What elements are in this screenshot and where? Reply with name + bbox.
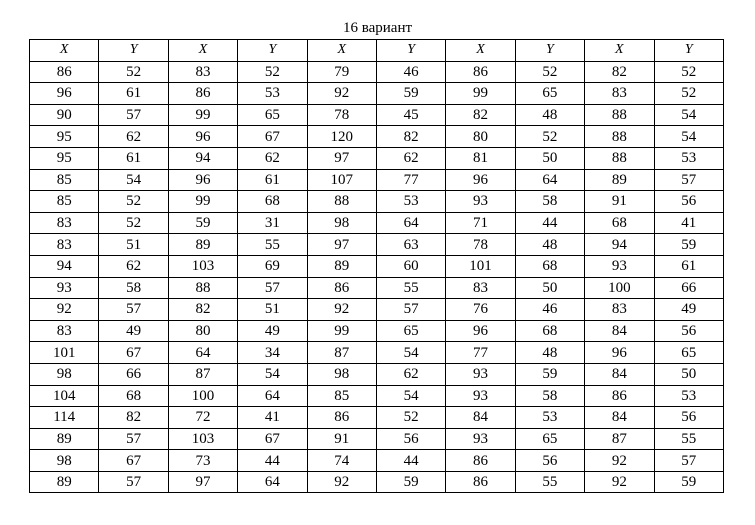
- table-cell-x: 96: [585, 342, 654, 364]
- table-row: [30, 363, 724, 385]
- table-cell-y: 49: [99, 320, 168, 342]
- table-cell-x: 92: [307, 299, 376, 321]
- table-cell-x: 96: [168, 126, 237, 148]
- table-cell-x: 83: [30, 212, 99, 234]
- table-row: [30, 450, 724, 472]
- table-cell-y: 58: [515, 385, 584, 407]
- table-cell-x: 99: [307, 320, 376, 342]
- table-cell-y: 69: [238, 255, 307, 277]
- table-cell-y: 53: [515, 407, 584, 429]
- table-cell-x: 86: [30, 61, 99, 83]
- table-cell-x: 88: [585, 147, 654, 169]
- table-cell-y: 82: [376, 126, 445, 148]
- table-cell-y: 52: [654, 61, 723, 83]
- table-cell-x: 96: [30, 83, 99, 105]
- table-cell-y: 82: [99, 407, 168, 429]
- table-cell-y: 52: [515, 126, 584, 148]
- table-cell-x: 93: [585, 255, 654, 277]
- table-cell-x: 86: [446, 471, 515, 493]
- table-row: [30, 428, 724, 450]
- table-cell-x: 86: [446, 450, 515, 472]
- column-header-y: Y: [515, 40, 584, 62]
- table-cell-y: 54: [376, 385, 445, 407]
- table-cell-x: 86: [307, 407, 376, 429]
- table-row: [30, 299, 724, 321]
- table-cell-x: 103: [168, 428, 237, 450]
- table-row: [30, 342, 724, 364]
- table-cell-y: 66: [654, 277, 723, 299]
- column-header-y: Y: [376, 40, 445, 62]
- table-cell-x: 80: [446, 126, 515, 148]
- table-cell-x: 84: [585, 407, 654, 429]
- table-cell-x: 100: [585, 277, 654, 299]
- table-cell-x: 86: [446, 61, 515, 83]
- table-cell-y: 67: [238, 126, 307, 148]
- table-cell-x: 99: [446, 83, 515, 105]
- table-cell-y: 57: [99, 299, 168, 321]
- table-cell-y: 53: [238, 83, 307, 105]
- table-cell-x: 83: [30, 320, 99, 342]
- table-cell-y: 58: [515, 191, 584, 213]
- table-cell-x: 85: [30, 169, 99, 191]
- table-cell-y: 62: [99, 126, 168, 148]
- table-cell-y: 61: [654, 255, 723, 277]
- table-cell-x: 73: [168, 450, 237, 472]
- table-cell-y: 54: [99, 169, 168, 191]
- table-cell-x: 86: [585, 385, 654, 407]
- table-cell-y: 57: [238, 277, 307, 299]
- table-cell-x: 71: [446, 212, 515, 234]
- table-cell-x: 101: [446, 255, 515, 277]
- table-cell-x: 97: [168, 471, 237, 493]
- table-cell-y: 55: [515, 471, 584, 493]
- table-cell-y: 68: [515, 255, 584, 277]
- table-row: [30, 104, 724, 126]
- table-cell-x: 78: [307, 104, 376, 126]
- table-cell-y: 52: [99, 61, 168, 83]
- table-cell-x: 87: [307, 342, 376, 364]
- table-cell-y: 62: [376, 147, 445, 169]
- table-cell-y: 65: [376, 320, 445, 342]
- table-cell-x: 74: [307, 450, 376, 472]
- table-cell-x: 98: [30, 363, 99, 385]
- table-cell-x: 83: [446, 277, 515, 299]
- table-cell-x: 97: [307, 234, 376, 256]
- table-cell-y: 56: [376, 428, 445, 450]
- table-cell-x: 97: [307, 147, 376, 169]
- table-cell-y: 64: [515, 169, 584, 191]
- table-cell-x: 92: [30, 299, 99, 321]
- table-cell-y: 31: [238, 212, 307, 234]
- table-cell-x: 87: [585, 428, 654, 450]
- table-cell-x: 99: [168, 191, 237, 213]
- table-cell-x: 94: [30, 255, 99, 277]
- table-cell-y: 50: [515, 277, 584, 299]
- table-cell-y: 64: [238, 471, 307, 493]
- table-cell-x: 90: [30, 104, 99, 126]
- table-cell-y: 44: [238, 450, 307, 472]
- table-cell-x: 86: [307, 277, 376, 299]
- table-cell-x: 78: [446, 234, 515, 256]
- table-cell-y: 41: [238, 407, 307, 429]
- table-row: [30, 169, 724, 191]
- table-cell-y: 68: [238, 191, 307, 213]
- table-cell-y: 56: [654, 191, 723, 213]
- table-cell-y: 56: [654, 320, 723, 342]
- table-cell-y: 48: [515, 342, 584, 364]
- table-cell-x: 88: [585, 126, 654, 148]
- table-cell-x: 88: [168, 277, 237, 299]
- table-cell-y: 51: [99, 234, 168, 256]
- table-cell-x: 101: [30, 342, 99, 364]
- table-cell-x: 120: [307, 126, 376, 148]
- table-cell-x: 89: [168, 234, 237, 256]
- table-cell-y: 59: [376, 83, 445, 105]
- table-cell-x: 95: [30, 147, 99, 169]
- table-body: [30, 61, 724, 493]
- table-cell-y: 46: [515, 299, 584, 321]
- table-cell-y: 59: [654, 471, 723, 493]
- table-cell-y: 52: [376, 407, 445, 429]
- table-cell-x: 100: [168, 385, 237, 407]
- table-cell-x: 92: [585, 471, 654, 493]
- column-header-x: X: [30, 40, 99, 62]
- table-cell-x: 99: [168, 104, 237, 126]
- table-cell-x: 84: [585, 320, 654, 342]
- column-header-y: Y: [238, 40, 307, 62]
- table-cell-x: 98: [30, 450, 99, 472]
- table-cell-y: 61: [99, 83, 168, 105]
- table-cell-x: 98: [307, 212, 376, 234]
- table-cell-y: 52: [99, 212, 168, 234]
- column-header-x: X: [585, 40, 654, 62]
- table-cell-y: 50: [654, 363, 723, 385]
- table-cell-x: 103: [168, 255, 237, 277]
- table-cell-x: 87: [168, 363, 237, 385]
- table-cell-y: 53: [376, 191, 445, 213]
- table-cell-y: 52: [654, 83, 723, 105]
- table-row: [30, 385, 724, 407]
- table-cell-x: 82: [168, 299, 237, 321]
- table-cell-y: 61: [99, 147, 168, 169]
- table-cell-y: 57: [654, 450, 723, 472]
- table-cell-y: 57: [99, 428, 168, 450]
- table-cell-x: 89: [585, 169, 654, 191]
- table-cell-y: 46: [376, 61, 445, 83]
- table-row: [30, 277, 724, 299]
- table-cell-y: 59: [376, 471, 445, 493]
- table-cell-x: 93: [446, 363, 515, 385]
- table-row: [30, 126, 724, 148]
- table-cell-y: 52: [238, 61, 307, 83]
- table-cell-x: 92: [585, 450, 654, 472]
- table-cell-y: 57: [99, 471, 168, 493]
- table-cell-y: 52: [99, 191, 168, 213]
- table-cell-x: 93: [446, 385, 515, 407]
- table-cell-y: 59: [515, 363, 584, 385]
- table-cell-x: 107: [307, 169, 376, 191]
- table-cell-x: 83: [30, 234, 99, 256]
- table-cell-x: 59: [168, 212, 237, 234]
- table-cell-y: 55: [654, 428, 723, 450]
- table-cell-y: 49: [238, 320, 307, 342]
- table-cell-y: 54: [376, 342, 445, 364]
- table-cell-y: 67: [99, 450, 168, 472]
- table-cell-x: 86: [168, 83, 237, 105]
- table-cell-y: 49: [654, 299, 723, 321]
- table-cell-y: 52: [515, 61, 584, 83]
- table-cell-y: 67: [238, 428, 307, 450]
- table-row: [30, 83, 724, 105]
- table-cell-y: 64: [238, 385, 307, 407]
- page-title: 16 вариант: [342, 20, 413, 36]
- table-cell-y: 54: [654, 126, 723, 148]
- table-cell-x: 94: [168, 147, 237, 169]
- table-cell-x: 93: [446, 191, 515, 213]
- table-cell-x: 96: [168, 169, 237, 191]
- table-row: [30, 147, 724, 169]
- table-row: [30, 407, 724, 429]
- table-cell-y: 54: [238, 363, 307, 385]
- table-cell-x: 88: [307, 191, 376, 213]
- table-cell-x: 94: [585, 234, 654, 256]
- column-header-y: Y: [654, 40, 723, 62]
- table-cell-y: 56: [654, 407, 723, 429]
- table-cell-y: 44: [376, 450, 445, 472]
- table-cell-x: 89: [307, 255, 376, 277]
- table-cell-y: 65: [515, 428, 584, 450]
- table-cell-x: 104: [30, 385, 99, 407]
- table-cell-y: 57: [654, 169, 723, 191]
- column-header-x: X: [168, 40, 237, 62]
- table-cell-x: 72: [168, 407, 237, 429]
- column-header-x: X: [446, 40, 515, 62]
- table-cell-x: 96: [446, 320, 515, 342]
- table-row: [30, 255, 724, 277]
- table-cell-x: 83: [585, 299, 654, 321]
- table-cell-x: 114: [30, 407, 99, 429]
- table-cell-y: 63: [376, 234, 445, 256]
- table-cell-y: 58: [99, 277, 168, 299]
- table-cell-x: 68: [585, 212, 654, 234]
- table-cell-y: 59: [654, 234, 723, 256]
- data-table: [29, 39, 724, 493]
- table-cell-x: 84: [446, 407, 515, 429]
- table-cell-y: 55: [376, 277, 445, 299]
- table-cell-y: 61: [238, 169, 307, 191]
- table-cell-x: 93: [30, 277, 99, 299]
- table-cell-y: 34: [238, 342, 307, 364]
- table-cell-y: 57: [376, 299, 445, 321]
- table-cell-x: 82: [446, 104, 515, 126]
- table-cell-y: 62: [376, 363, 445, 385]
- table-cell-y: 41: [654, 212, 723, 234]
- table-cell-y: 44: [515, 212, 584, 234]
- table-cell-y: 67: [99, 342, 168, 364]
- table-cell-y: 68: [515, 320, 584, 342]
- table-cell-y: 48: [515, 234, 584, 256]
- table-cell-y: 45: [376, 104, 445, 126]
- table-cell-x: 83: [585, 83, 654, 105]
- column-header-y: Y: [99, 40, 168, 62]
- table-cell-x: 84: [585, 363, 654, 385]
- table-cell-x: 96: [446, 169, 515, 191]
- table-cell-x: 92: [307, 83, 376, 105]
- table-row: [30, 61, 724, 83]
- table-row: [30, 320, 724, 342]
- table-cell-y: 64: [376, 212, 445, 234]
- table-cell-y: 62: [99, 255, 168, 277]
- table-cell-x: 85: [307, 385, 376, 407]
- table-cell-x: 80: [168, 320, 237, 342]
- table-cell-x: 79: [307, 61, 376, 83]
- table-cell-x: 81: [446, 147, 515, 169]
- table-cell-x: 98: [307, 363, 376, 385]
- table-row: [30, 191, 724, 213]
- table-cell-y: 48: [515, 104, 584, 126]
- column-header-x: X: [307, 40, 376, 62]
- table-cell-x: 64: [168, 342, 237, 364]
- table-row: [30, 471, 724, 493]
- table-cell-y: 51: [238, 299, 307, 321]
- table-cell-x: 82: [585, 61, 654, 83]
- table-cell-y: 57: [99, 104, 168, 126]
- table-cell-y: 56: [515, 450, 584, 472]
- table-cell-x: 76: [446, 299, 515, 321]
- table-cell-y: 60: [376, 255, 445, 277]
- table-cell-x: 95: [30, 126, 99, 148]
- table-cell-x: 93: [446, 428, 515, 450]
- table-cell-y: 77: [376, 169, 445, 191]
- table-cell-x: 92: [307, 471, 376, 493]
- table-cell-y: 65: [515, 83, 584, 105]
- table-row: [30, 212, 724, 234]
- table-cell-y: 66: [99, 363, 168, 385]
- table-cell-y: 62: [238, 147, 307, 169]
- table-cell-y: 55: [238, 234, 307, 256]
- table-cell-x: 77: [446, 342, 515, 364]
- table-cell-x: 91: [585, 191, 654, 213]
- table-row: [30, 234, 724, 256]
- table-cell-x: 89: [30, 471, 99, 493]
- table-cell-x: 88: [585, 104, 654, 126]
- table-cell-x: 89: [30, 428, 99, 450]
- table-cell-x: 83: [168, 61, 237, 83]
- table-cell-y: 53: [654, 385, 723, 407]
- table-cell-x: 85: [30, 191, 99, 213]
- table-cell-y: 65: [238, 104, 307, 126]
- table-header-row: [30, 40, 724, 62]
- table-cell-y: 50: [515, 147, 584, 169]
- table-cell-x: 91: [307, 428, 376, 450]
- table-cell-y: 68: [99, 385, 168, 407]
- table-cell-y: 65: [654, 342, 723, 364]
- table-cell-y: 53: [654, 147, 723, 169]
- table-cell-y: 54: [654, 104, 723, 126]
